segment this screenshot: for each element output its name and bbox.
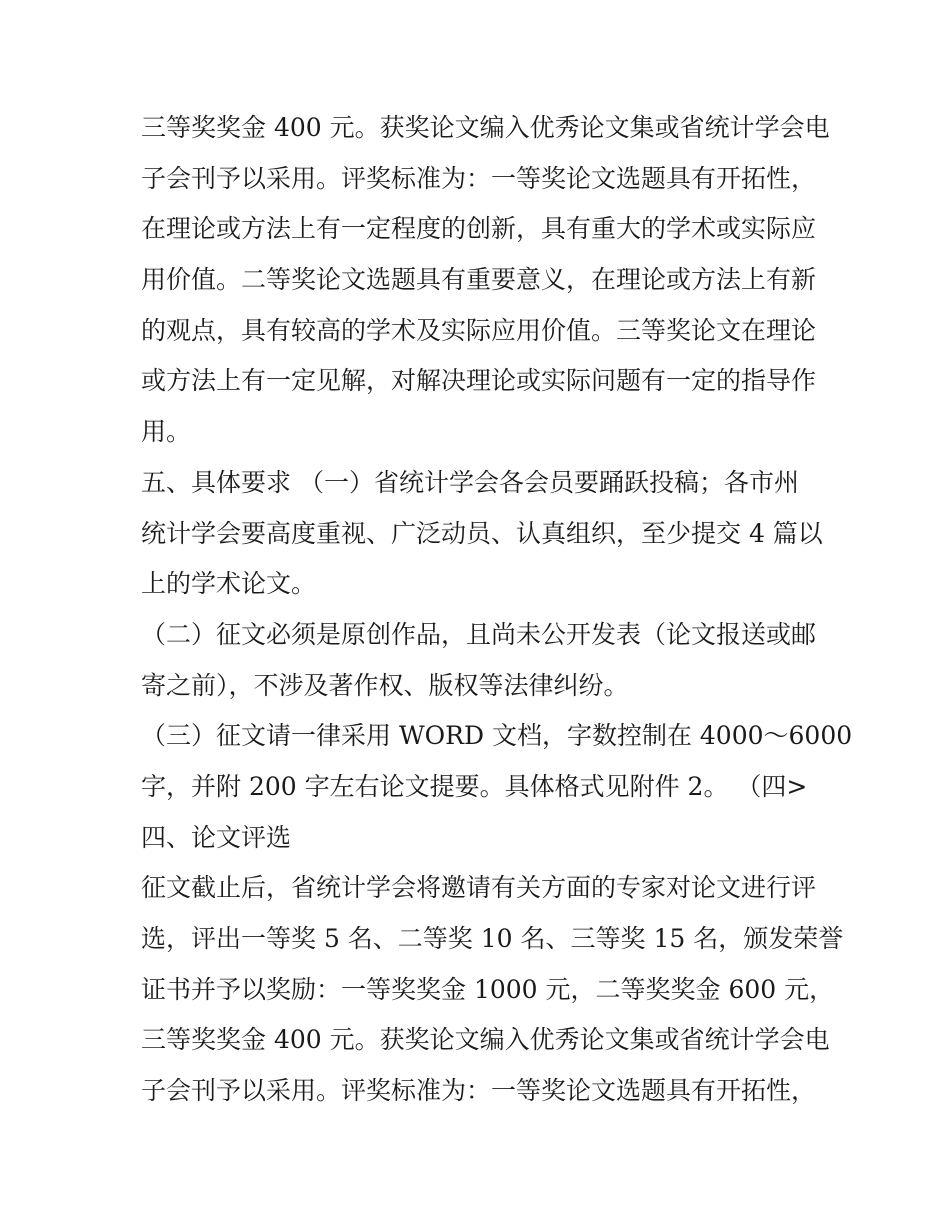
text-line: （二）征文必须是原创作品，且尚未公开发表（论文报送或邮 [141,619,817,649]
text-line: 三等奖奖金 400 元。获奖论文编入优秀论文集或省统计学会电 [141,113,830,142]
text-line: 上的学术论文。 [141,569,317,599]
text-line: 征文截止后，省统计学会将邀请有关方面的专家对论文进行评 [141,873,817,903]
text-line: 或方法上有一定见解，对解决理论或实际问题有一定的指导作 [141,366,817,396]
text-line: 用。 [141,417,192,447]
text-line: 选，评出一等奖 5 名、二等奖 10 名、三等奖 15 名，颁发荣誉 [141,924,844,953]
text-line: 字，并附 200 字左右论文提要。具体格式见附件 2。 （四> [141,771,808,801]
text-line: （三）征文请一律采用 WORD 文档，字数控制在 4000～6000 [141,721,853,751]
text-line: 的观点，具有较高的学术及实际应用价值。三等奖论文在理论 [141,315,817,345]
document-body [141,103,853,1117]
text-line: 三等奖奖金 400 元。获奖论文编入优秀论文集或省统计学会电 [141,1025,830,1055]
section-heading-evaluation: 四、论文评选 [141,822,292,852]
text-line: 寄之前），不涉及著作权、版权等法律纠纷。 [141,670,629,700]
text-line: 子会刊予以采用。评奖标准为：一等奖论文选题具有开拓性， [141,1076,817,1106]
text-line: 用价值。二等奖论文选题具有重要意义，在理论或方法上有新 [141,265,817,295]
section-heading-requirements: 五、具体要求 （一）省统计学会各会员要踊跃投稿；各市州 [141,467,799,497]
text-line: 子会刊予以采用。评奖标准为：一等奖论文选题具有开拓性， [141,163,817,193]
text-line: 证书并予以奖励：一等奖奖金 1000 元，二等奖奖金 600 元， [141,974,835,1004]
text-line: 在理论或方法上有一定程度的创新，具有重大的学术或实际应 [141,214,817,244]
text-line: 统计学会要高度重视、广泛动员、认真组织，至少提交 4 篇以 [141,518,823,548]
